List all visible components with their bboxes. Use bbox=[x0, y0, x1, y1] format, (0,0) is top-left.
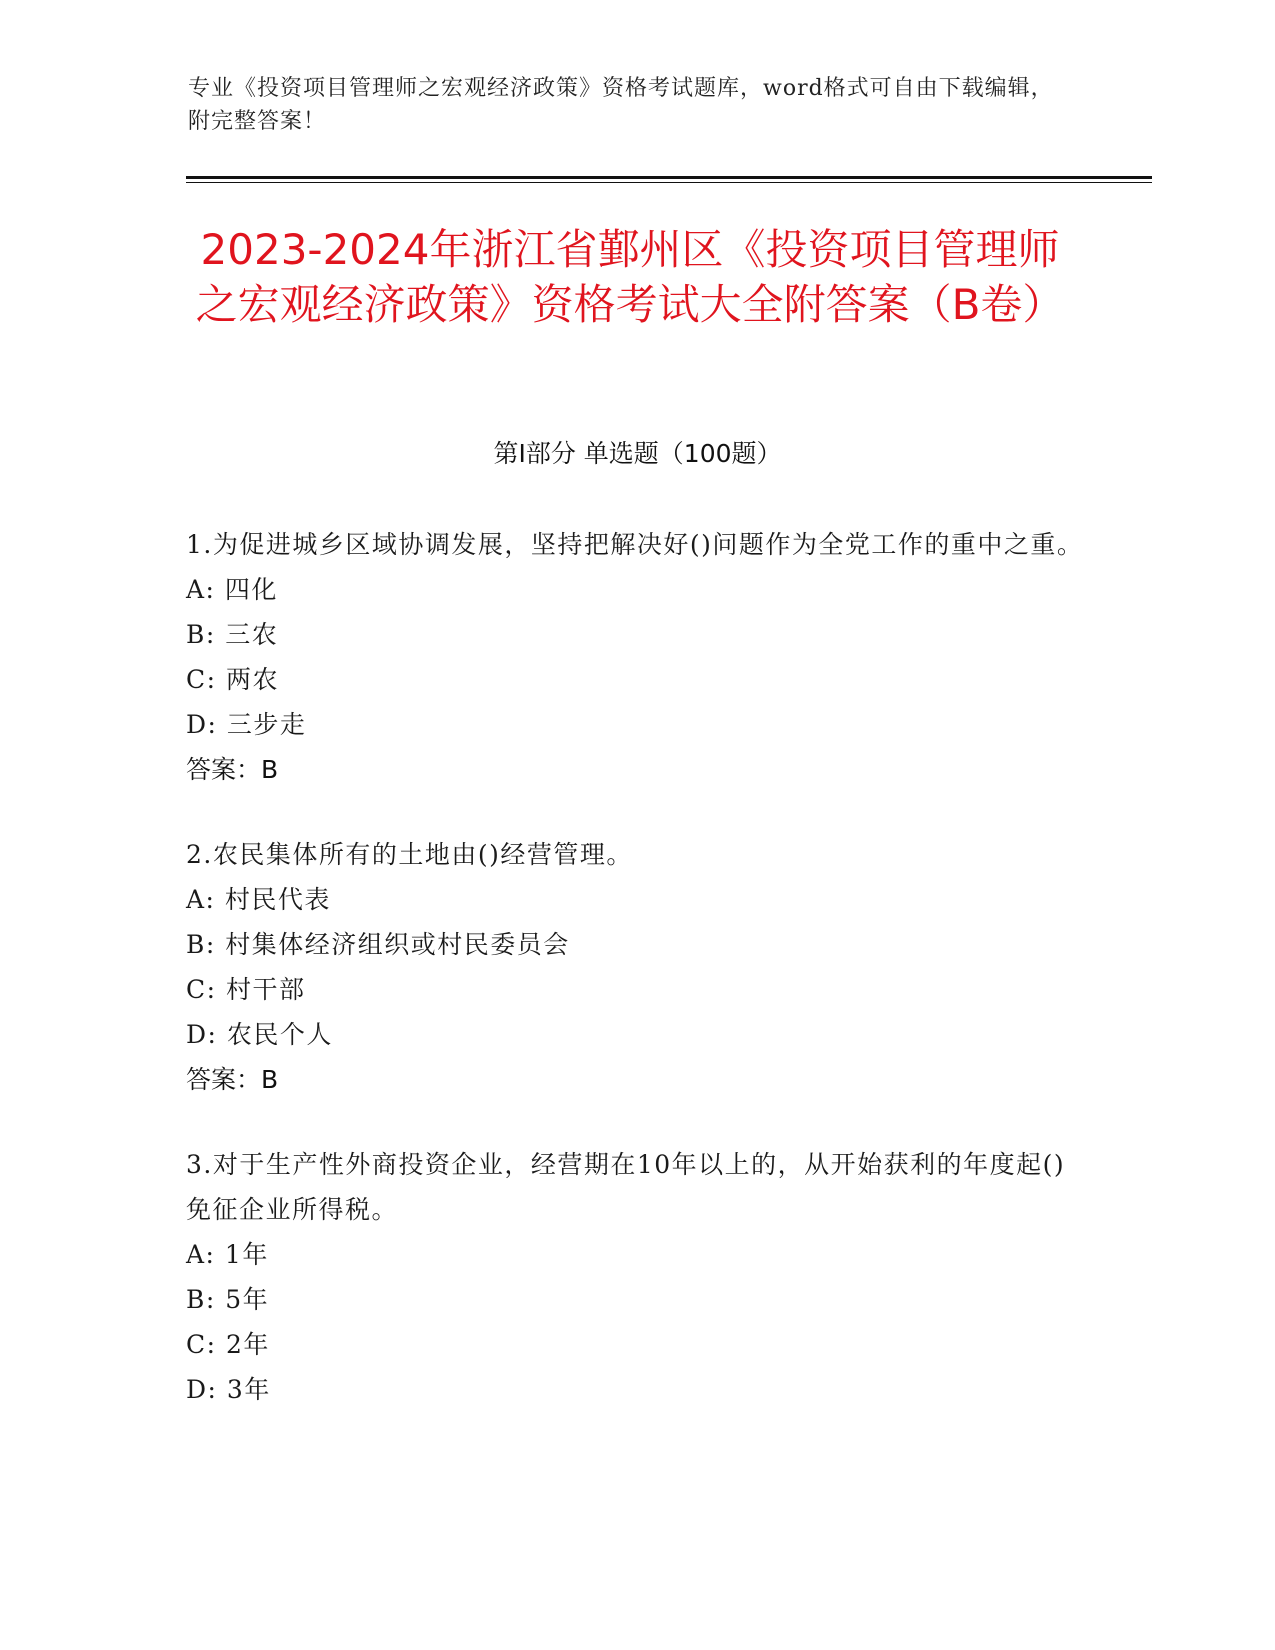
header-rule-thin bbox=[186, 182, 1152, 183]
option-b: B: 三农 bbox=[186, 620, 279, 649]
option-c: C: 两农 bbox=[186, 665, 279, 694]
question-list bbox=[186, 522, 1086, 1412]
option-c: C: 2年 bbox=[186, 1330, 270, 1359]
option-b: B: 5年 bbox=[186, 1285, 270, 1314]
header-rule-thick bbox=[186, 176, 1152, 179]
question-item bbox=[186, 522, 1086, 792]
question-stem: 3.对于生产性外商投资企业，经营期在10年以上的，从开始获利的年度起()免征企业所得税。 bbox=[186, 1150, 1066, 1224]
question-item bbox=[186, 832, 1086, 1102]
header-note: 专业《投资项目管理师之宏观经济政策》资格考试题库，word格式可自由下载编辑，附完整答案！ bbox=[188, 76, 1054, 134]
document-title: 2023-2024年浙江省鄞州区《投资项目管理师之宏观经济政策》资格考试大全附答案（B卷） bbox=[195, 225, 1065, 329]
option-a: A: 1年 bbox=[186, 1240, 269, 1269]
section-heading: 第Ⅰ部分 单选题（100题） bbox=[493, 439, 782, 468]
option-a: A: 村民代表 bbox=[186, 885, 331, 914]
answer-line: 答案：B bbox=[186, 1065, 279, 1094]
option-c: C: 村干部 bbox=[186, 975, 306, 1004]
answer-line: 答案：B bbox=[186, 755, 279, 784]
option-b: B: 村集体经济组织或村民委员会 bbox=[186, 930, 570, 959]
option-a: A: 四化 bbox=[186, 575, 278, 604]
question-item bbox=[186, 1142, 1086, 1412]
option-d: D: 农民个人 bbox=[186, 1020, 333, 1049]
option-d: D: 三步走 bbox=[186, 710, 307, 739]
question-stem: 1.为促进城乡区域协调发展，坚持把解决好()问题作为全党工作的重中之重。 bbox=[186, 530, 1084, 559]
question-stem: 2.农民集体所有的土地由()经营管理。 bbox=[186, 840, 633, 869]
option-d: D: 3年 bbox=[186, 1375, 271, 1404]
